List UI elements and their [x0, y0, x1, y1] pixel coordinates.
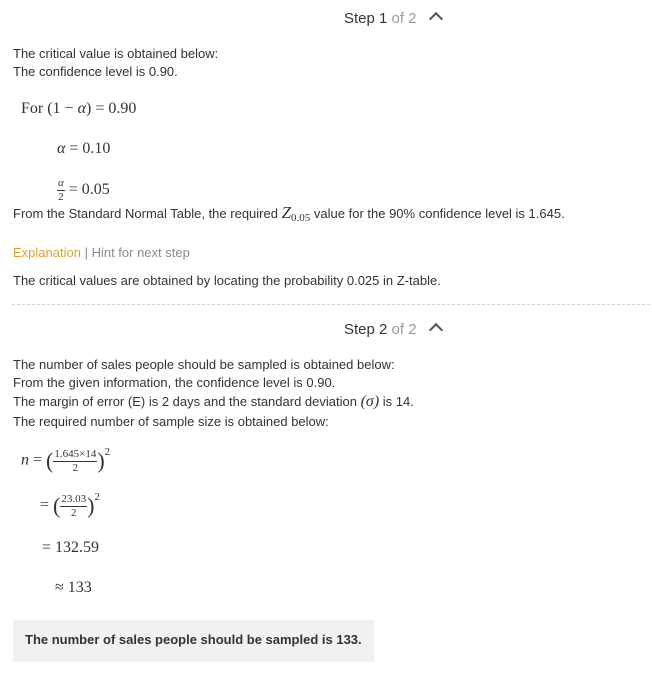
explanation-row — [13, 245, 190, 261]
step-2-label: Step 2 — [344, 321, 388, 338]
step-1-equation-3: $\frac{\alpha}{2}$ = 0.05 — [58, 177, 110, 203]
step-2-margin-of-error: The margin of error (E) is 2 days and the standard deviation (σ) is 14. — [13, 393, 414, 410]
step-2-equation-4: ≈ 133 — [55, 579, 92, 596]
step-1-confidence: The confidence level is 0.90. — [13, 64, 178, 79]
step-2-sample-size-intro: The required number of sample size is obtained below: — [13, 414, 329, 429]
chevron-up-icon[interactable] — [429, 323, 443, 337]
explanation-text: The critical values are obtained by locating the probability 0.025 in Z-table. — [13, 273, 441, 288]
step-2-confidence: From the given information, the confidence level is 0.90. — [13, 375, 336, 390]
answer-text: The number of sales people should be sampled is 133. — [25, 632, 362, 647]
explanation-link[interactable]: Explanation — [13, 245, 81, 260]
step-1-count: of 2 — [391, 10, 417, 27]
step-2-header[interactable] — [344, 321, 441, 338]
step-1-header[interactable] — [344, 10, 441, 27]
step-divider — [12, 304, 650, 305]
step-2-equation-3: = 132.59 — [42, 539, 100, 556]
step-2-count: of 2 — [391, 321, 417, 338]
chevron-up-icon[interactable] — [429, 12, 443, 26]
step-1-equation-1: For (1 − α) = 0.90 — [21, 100, 137, 117]
step-2-intro: The number of sales people should be sampled is obtained below: — [13, 357, 395, 372]
step-1-label: Step 1 — [344, 10, 388, 27]
step-1-intro: The critical value is obtained below: — [13, 46, 219, 61]
hint-link[interactable]: | Hint for next step — [84, 245, 190, 260]
step-1-table-sentence: From the Standard Normal Table, the required $Z_{0.05}$ value for the 90% confidence level is 1.645. — [13, 203, 565, 224]
step-2-equation-1: n = ( $\frac{1.645\times 14}{2}$ )$^2$ — [21, 446, 111, 474]
step-1-equation-2: α = 0.10 — [57, 140, 111, 157]
step-2-equation-2: = ( $\frac{23.03}{2}$ )$^2$ — [40, 491, 100, 519]
